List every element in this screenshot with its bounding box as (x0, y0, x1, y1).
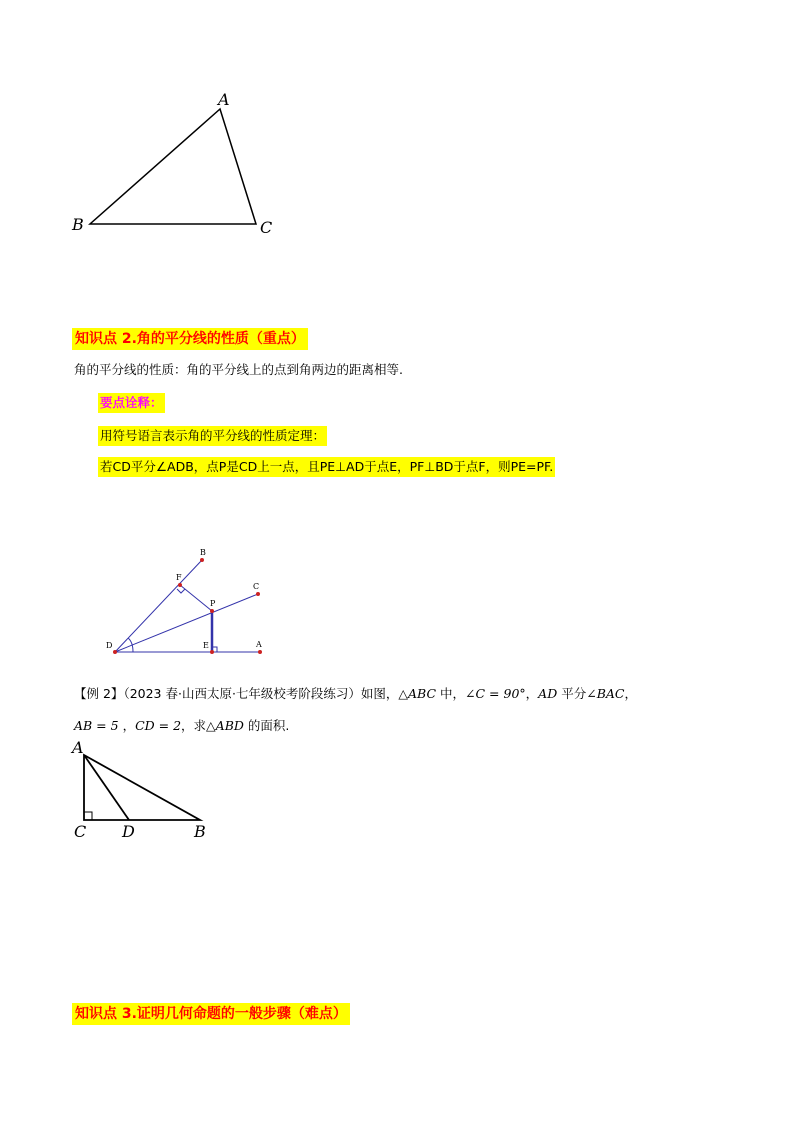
label-b: B (200, 548, 206, 557)
bisector-property-text: 角的平分线的性质：角的平分线上的点到角两边的距离相等. (74, 362, 403, 377)
vertex-label-b: B (194, 822, 206, 841)
point-d (113, 650, 117, 654)
label-a: A (256, 640, 262, 649)
label-f: F (176, 573, 182, 582)
ray-dc (115, 594, 258, 652)
abd-symbol: ABD (215, 718, 244, 733)
vertex-label-b: B (72, 215, 84, 234)
triangle-abc-symbol: △ABC (398, 686, 437, 701)
ad-symbol: AD (538, 686, 558, 701)
example-text-3: 平分 (557, 686, 587, 701)
triangle-abc-figure (60, 90, 300, 250)
point-e (210, 650, 214, 654)
example-text-4: ， (624, 686, 637, 701)
vertex-label-c: C (74, 822, 87, 841)
example-2-problem (74, 678, 714, 742)
angle-bac-symbol: ∠BAC (586, 686, 625, 701)
angle-bisector-figure (100, 540, 280, 665)
example-text-5: ， (118, 718, 136, 733)
vertex-label-c: C (260, 218, 273, 237)
symbolic-intro-text: 用符号语言表示角的平分线的性质定理： (98, 426, 327, 446)
triangle-acb-outline (84, 755, 200, 820)
point-f (178, 583, 182, 587)
label-p: P (210, 599, 216, 608)
symbolic-statement-text: 若CD平分∠ADB，点P是CD上一点，且PE⊥AD于点E，PF⊥BD于点F，则PE=PF. (98, 457, 555, 477)
vertex-label-a: A (218, 90, 230, 109)
point-a (258, 650, 262, 654)
label-c: C (253, 582, 260, 591)
point-b (200, 558, 204, 562)
right-angle-mark-c (84, 812, 92, 820)
ab-length: AB = 5 (74, 718, 119, 733)
point-p (210, 609, 214, 613)
angle-c-symbol: ∠C = 90° (465, 686, 526, 701)
example-text-7: 的面积. (243, 718, 290, 733)
example-source: （2023 春·山西太原·七年级校考阶段练习）如图， (123, 686, 399, 701)
right-angle-mark-f (177, 589, 185, 593)
section-2-heading: 知识点 2.角的平分线的性质（重点） (72, 328, 308, 350)
triangle-abc-outline (90, 109, 256, 224)
example-text-1: 中， (436, 686, 466, 701)
vertex-label-a: A (72, 738, 84, 757)
label-d: D (106, 641, 113, 650)
key-points-label: 要点诠释： (98, 393, 165, 413)
angle-arc-d (128, 638, 133, 652)
cd-length: CD = 2 (135, 718, 182, 733)
example-tag: 【例 2】 (74, 686, 124, 701)
point-c (256, 592, 260, 596)
example-text-2: ， (525, 686, 539, 701)
segment-ad (84, 755, 129, 820)
vertex-label-d: D (122, 822, 135, 841)
label-e: E (203, 641, 209, 650)
right-triangle-figure (60, 735, 230, 845)
section-3-heading: 知识点 3.证明几何命题的一般步骤（难点） (72, 1003, 350, 1025)
example-text-6: ，求△ (181, 718, 216, 733)
